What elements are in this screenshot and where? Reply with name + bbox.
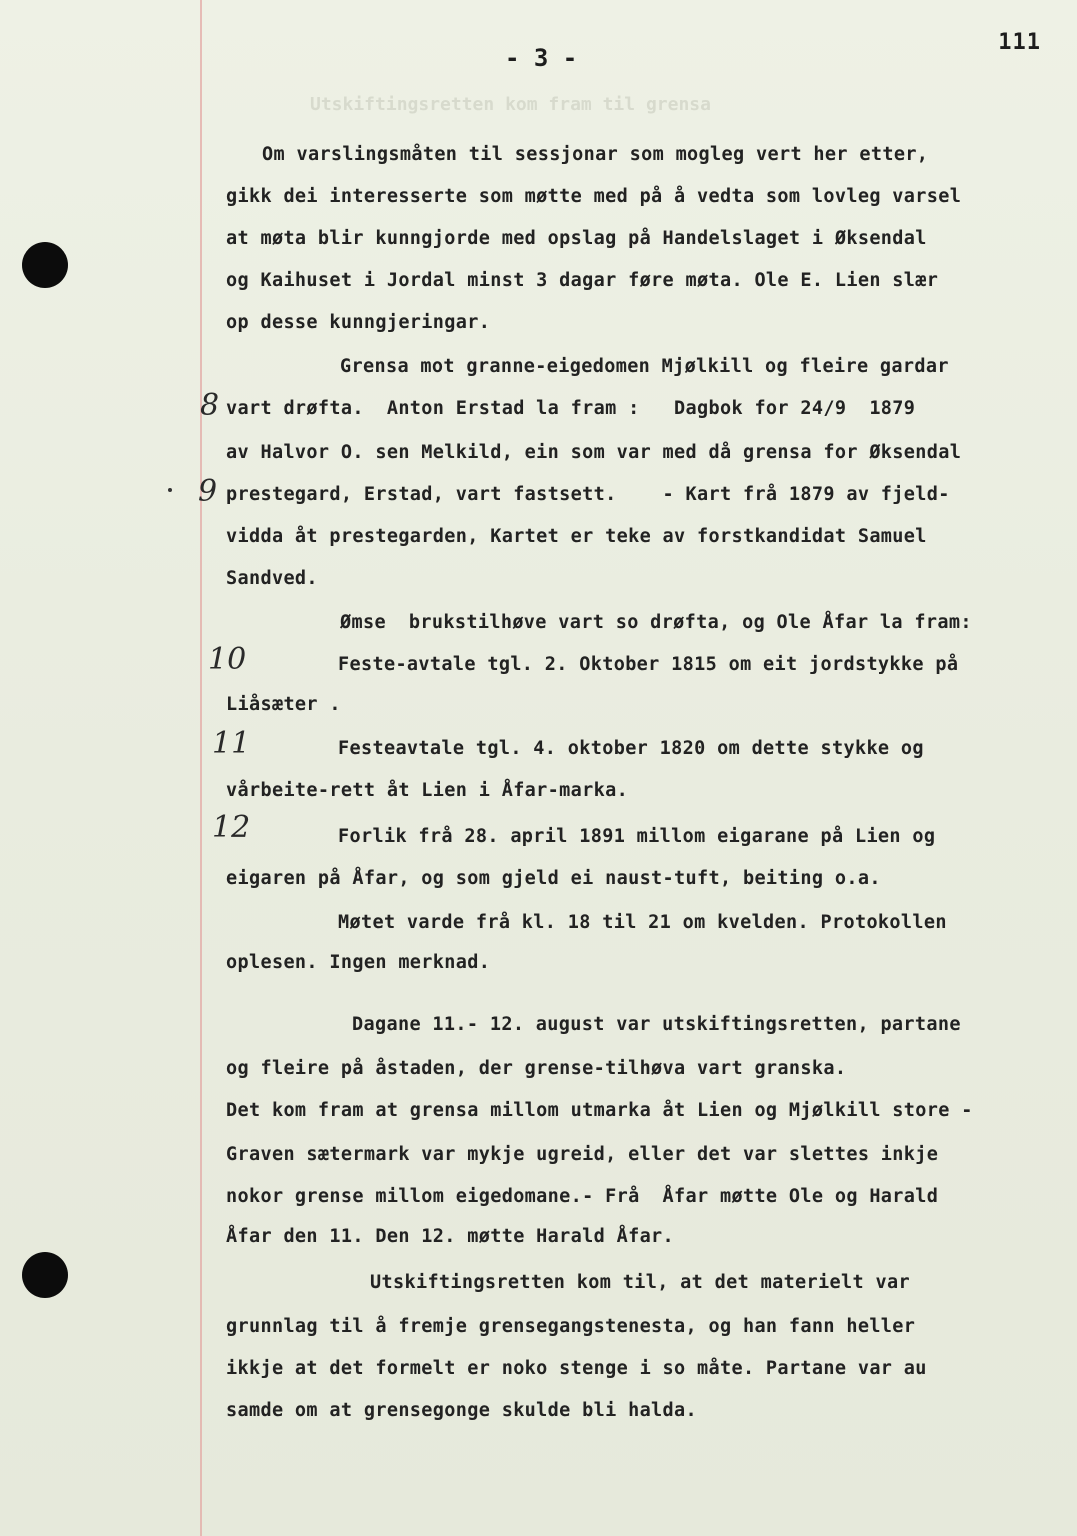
text-line: Ømse brukstilhøve vart so drøfta, og Ole Åfar la fram: bbox=[340, 612, 972, 633]
text-line: nokor grense millom eigedomane.- Frå Åfar møtte Ole og Harald bbox=[226, 1186, 939, 1207]
text-line: prestegard, Erstad, vart fastsett. - Kart frå 1879 av fjeld- bbox=[226, 484, 950, 505]
text-line: av Halvor O. sen Melkild, ein som var med då grensa for Øksendal bbox=[226, 442, 962, 463]
text-line: Dagane 11.- 12. august var utskiftingsretten, partane bbox=[352, 1014, 961, 1035]
text-line: eigaren på Åfar, og som gjeld ei naust-tuft, beiting o.a. bbox=[226, 868, 881, 889]
margin-rule bbox=[200, 0, 202, 1536]
text-line: Det kom fram at grensa millom utmarka åt Lien og Mjølkill store - bbox=[226, 1100, 973, 1121]
text-line: og Kaihuset i Jordal minst 3 dagar føre møta. Ole E. Lien slær bbox=[226, 270, 939, 291]
text-line: og fleire på åstaden, der grense-tilhøva vart granska. bbox=[226, 1058, 847, 1079]
text-line: vidda åt prestegarden, Kartet er teke av forstkandidat Samuel bbox=[226, 526, 927, 547]
text-line: Forlik frå 28. april 1891 millom eigarane på Lien og bbox=[338, 826, 936, 847]
text-line: Liåsæter . bbox=[226, 694, 341, 715]
ink-dot bbox=[168, 488, 172, 492]
text-line: op desse kunngjeringar. bbox=[226, 312, 491, 333]
margin-note: 8 bbox=[200, 388, 220, 423]
text-line: Møtet varde frå kl. 18 til 21 om kvelden. Protokollen bbox=[338, 912, 947, 933]
margin-note: 12 bbox=[212, 810, 251, 845]
punch-hole-bottom bbox=[22, 1252, 68, 1298]
text-line: grunnlag til å fremje grensegangstenesta, og han fann heller bbox=[226, 1316, 916, 1337]
page-number: 111 bbox=[998, 30, 1041, 55]
text-line: ikkje at det formelt er noko stenge i so måte. Partane var au bbox=[226, 1358, 927, 1379]
text-line: vart drøfta. Anton Erstad la fram : Dagbok for 24/9 1879 bbox=[226, 398, 916, 419]
text-line: gikk dei interesserte som møtte med på å vedta som lovleg varsel bbox=[226, 186, 962, 207]
bleed-through-text: Utskiftingsretten kom fram til grensa bbox=[310, 94, 711, 115]
text-line: samde om at grensegonge skulde bli halda. bbox=[226, 1400, 698, 1421]
text-line: Grensa mot granne-eigedomen Mjølkill og fleire gardar bbox=[340, 356, 949, 377]
section-header: - 3 - bbox=[505, 44, 578, 72]
text-line: at møta blir kunngjorde med opslag på Handelslaget i Øksendal bbox=[226, 228, 927, 249]
text-line: Graven sætermark var mykje ugreid, eller det var slettes inkje bbox=[226, 1144, 939, 1165]
text-line: vårbeite-rett åt Lien i Åfar-marka. bbox=[226, 780, 629, 801]
text-line: oplesen. Ingen merknad. bbox=[226, 952, 491, 973]
margin-note: 10 bbox=[208, 642, 247, 677]
margin-note: 11 bbox=[212, 726, 251, 761]
text-line: Utskiftingsretten kom til, at det materielt var bbox=[370, 1272, 910, 1293]
text-line: Åfar den 11. Den 12. møtte Harald Åfar. bbox=[226, 1226, 675, 1247]
text-line: Om varslingsmåten til sessjonar som mogleg vert her etter, bbox=[262, 144, 929, 165]
punch-hole-top bbox=[22, 242, 68, 288]
margin-note: 9 bbox=[198, 474, 218, 509]
text-line: Feste-avtale tgl. 2. Oktober 1815 om eit jordstykke på bbox=[338, 654, 959, 675]
text-line: Festeavtale tgl. 4. oktober 1820 om dette stykke og bbox=[338, 738, 924, 759]
text-line: Sandved. bbox=[226, 568, 318, 589]
